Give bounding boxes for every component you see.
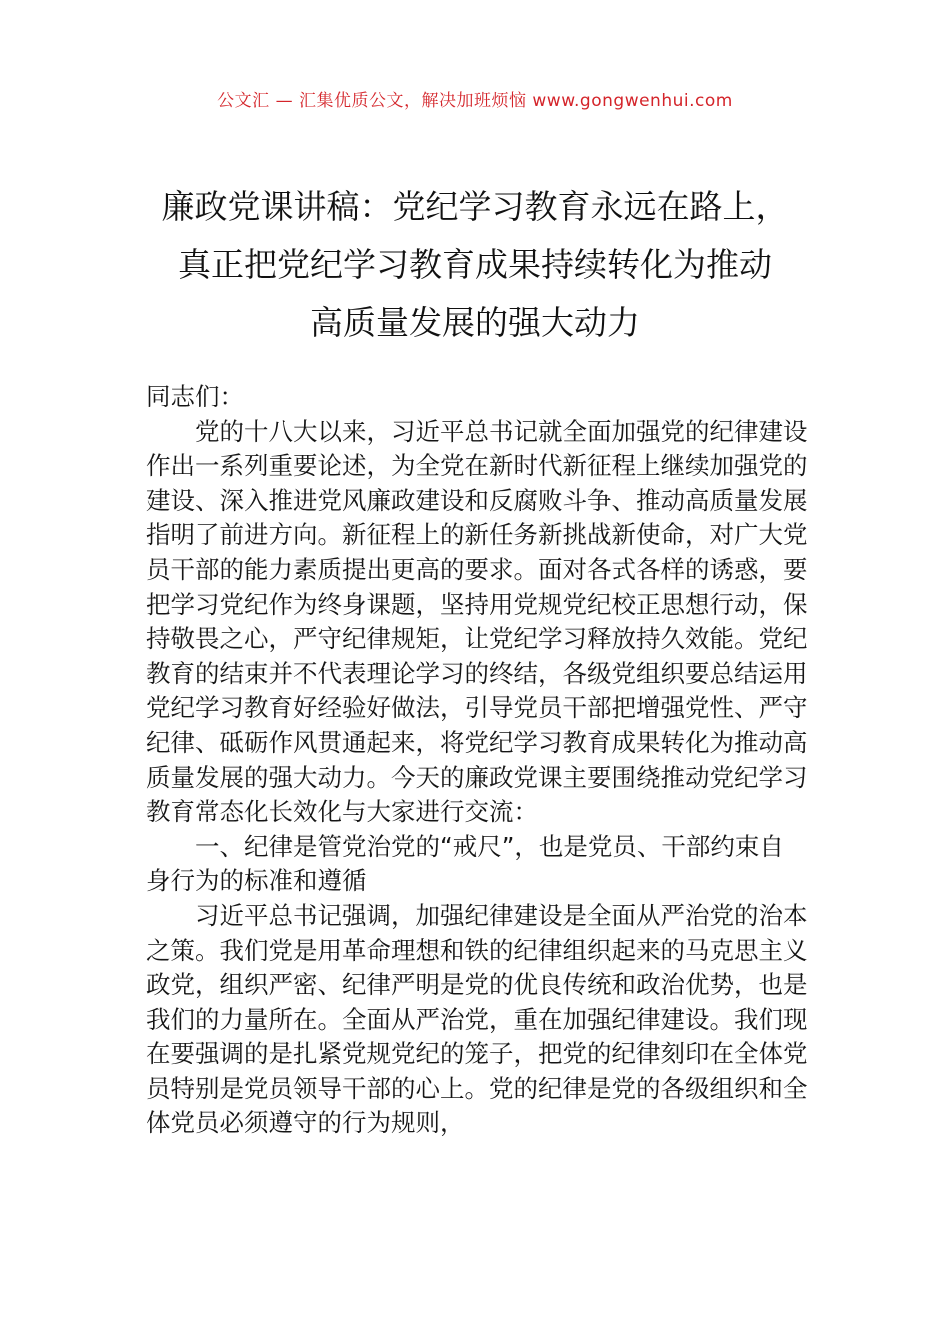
title-line-2: 真正把党纪学习教育成果持续转化为推动 [178,245,772,284]
document-body [146,380,808,1141]
paragraph-section-1: 习近平总书记强调，加强纪律建设是全面从严治党的治本之策。我们党是用革命理想和铁的纪律组织起来的马克思主义政党，组织严密、纪律严明是党的优良传统和政治优势，也是我们的力量所在。全面从严治党，重在加强纪律建设。我们现在要强调的是扎紧党规党纪的笼子，把党的纪律刻印在全体党员特别是党员领导干部的心上。党的纪律是党的各级组织和全体党员必须遵守的行为规则， [146,900,808,1138]
document-title [140,178,810,352]
title-line-1: 廉政党课讲稿：党纪学习教育永远在路上， [161,187,789,226]
greeting: 同志们： [146,382,244,411]
section-heading-1: 一、纪律是管党治党的“戒尺”，也是党员、干部约束自身行为的标准和遵循 [146,831,784,896]
title-line-3: 高质量发展的强大动力 [310,303,640,342]
paragraph-intro: 党的十八大以来，习近平总书记就全面加强党的纪律建设作出一系列重要论述，为全党在新时代新征程上继续加强党的建设、深入推进党风廉政建设和反腐败斗争、推动高质量发展指明了前进方向。新征程上的新任务新挑战新使命，对广大党员干部的能力素质提出更高的要求。面对各式各样的诱惑，要把学习党纪作为终身课题，坚持用党规党纪校正思想行动，保持敬畏之心，严守纪律规矩，让党纪学习释放持久效能。党纪教育的结束并不代表理论学习的终结，各级党组织要总结运用党纪学习教育好经验好做法，引导党员干部把增强党性、严守纪律、砥砺作风贯通起来，将党纪学习教育成果转化为推动高质量发展的强大动力。今天的廉政党课主要围绕推动党纪学习教育常态化长效化与大家进行交流： [146,416,808,827]
site-banner: 公文汇 — 汇集优质公文，解决加班烦恼 www.gongwenhui.com [217,91,733,111]
